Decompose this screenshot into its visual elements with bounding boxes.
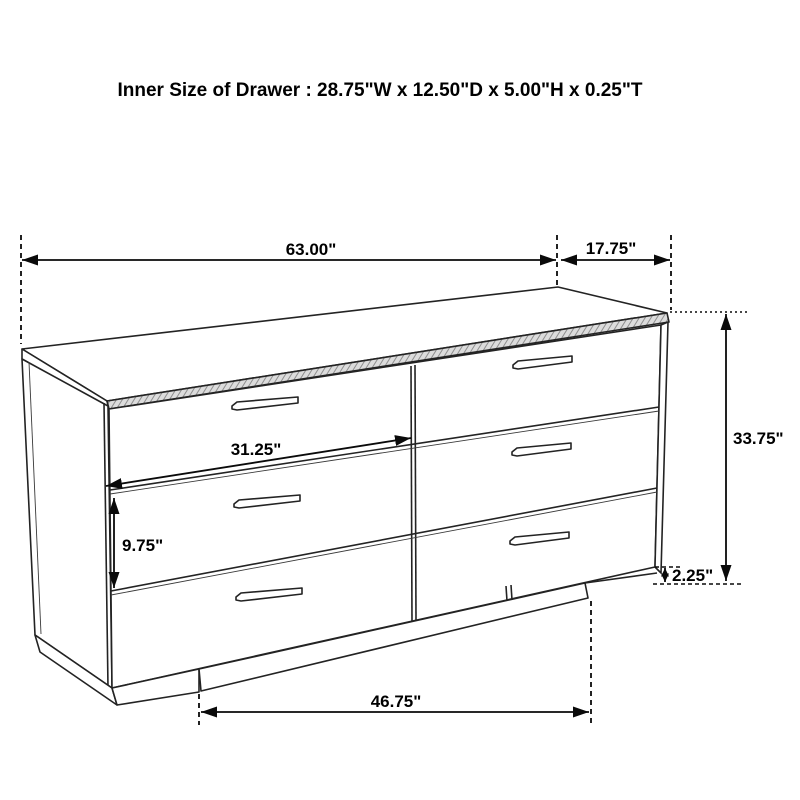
center-stile-line-1: [411, 366, 412, 621]
diagram-title: Inner Size of Drawer : 28.75"W x 12.50"D x 5.00"H x 0.25"T: [117, 80, 643, 101]
dim-overall-height: [653, 312, 784, 584]
base-seam-line-2: [511, 585, 512, 600]
dim-label-drawer-width: 31.25": [230, 440, 282, 459]
dim-label-base-height: 2.25": [672, 566, 714, 585]
center-stile-line-2: [415, 365, 416, 620]
dresser-drawing: [22, 287, 669, 705]
dim-base-height: [655, 566, 713, 585]
dim-label-top-width: 63.00": [285, 240, 337, 259]
dim-label-top-depth: 17.75": [585, 239, 637, 258]
base-seam-line-1: [506, 586, 507, 601]
dim-label-base-width: 46.75": [370, 692, 422, 711]
dim-label-overall-height: 33.75": [733, 429, 784, 448]
dim-label-drawer-height: 9.75": [122, 536, 164, 555]
